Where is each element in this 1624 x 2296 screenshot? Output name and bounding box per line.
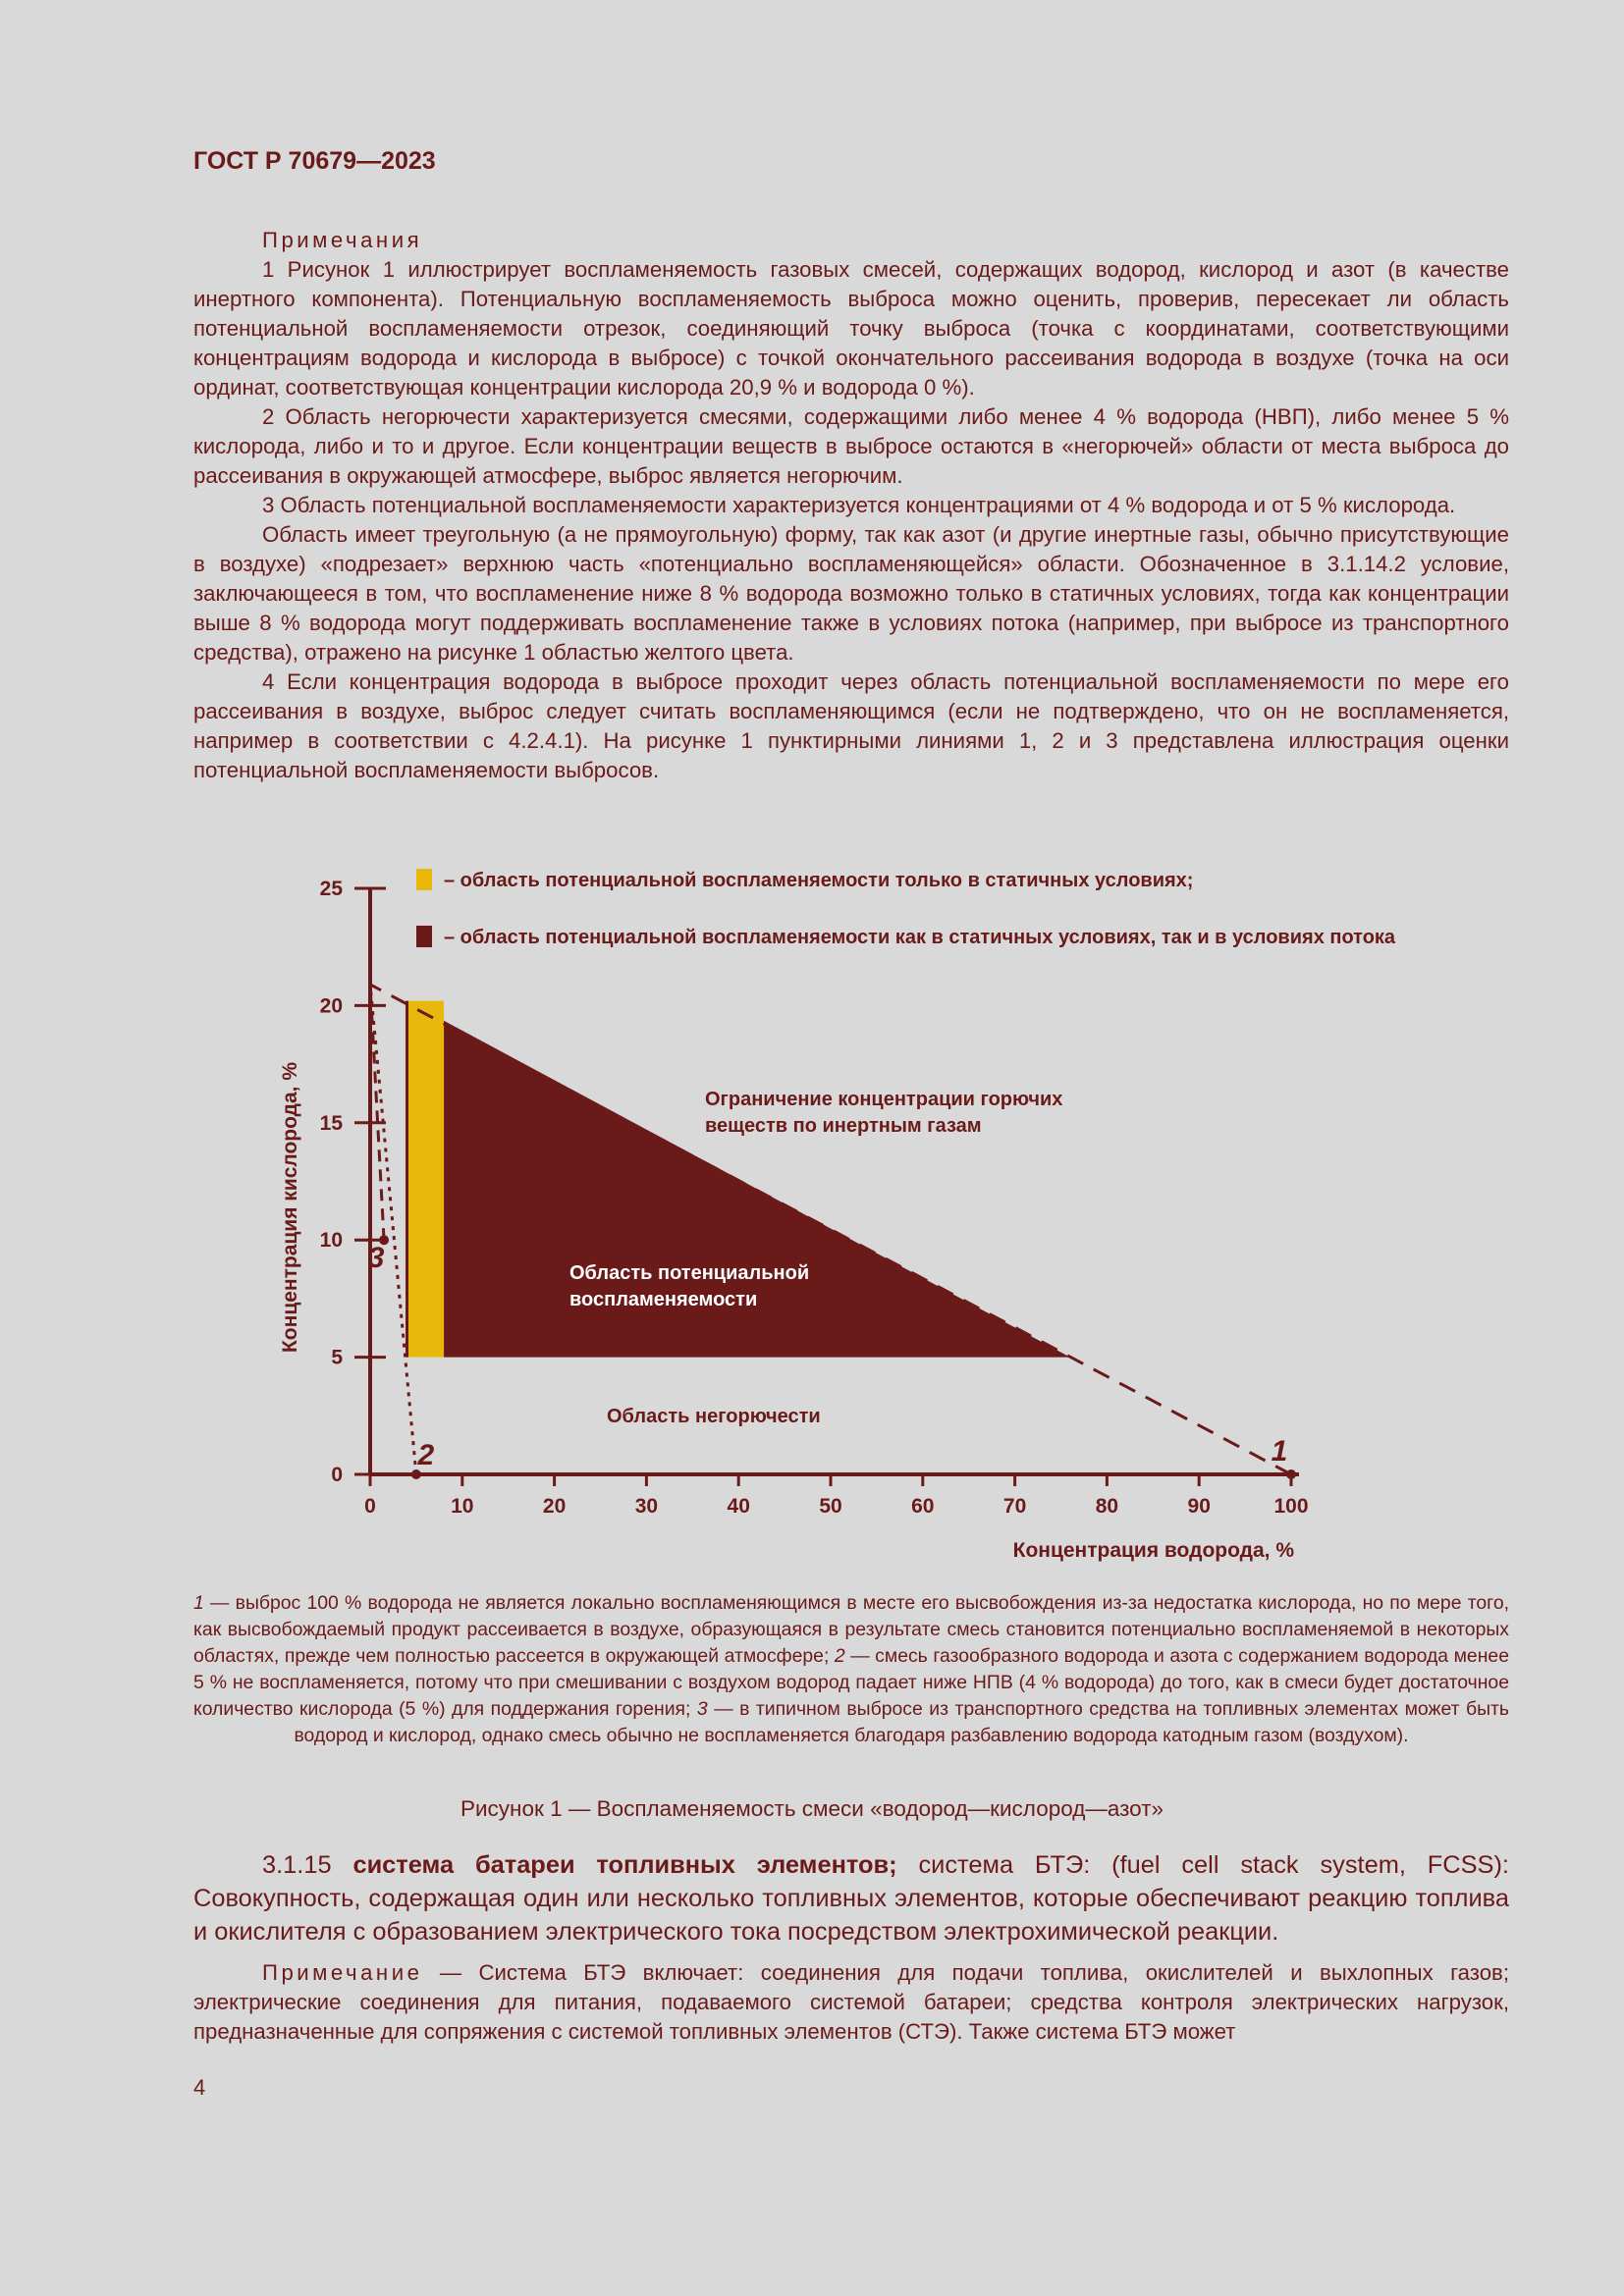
notes-title: Примечания: [262, 228, 423, 252]
figure-1: [0, 854, 1624, 1580]
x-tick-label-90: 90: [1187, 1495, 1211, 1518]
x-tick-label-70: 70: [1002, 1495, 1027, 1518]
notes-section: [193, 226, 1509, 785]
y-tick-label-20: 20: [319, 994, 343, 1018]
x-tick-label-50: 50: [819, 1495, 842, 1518]
flammability-chart: [0, 854, 1624, 1580]
x-tick-label-10: 10: [451, 1495, 474, 1518]
term-number: 3.1.15: [262, 1851, 353, 1879]
page-number: 4: [193, 2075, 206, 2100]
figure-note-1-number: 1: [193, 1592, 204, 1614]
annotation-flammable-line1: Область потенциальной: [569, 1262, 810, 1284]
annotation-inert-limit-line2: веществ по инертным газам: [705, 1115, 982, 1137]
figure-note-1-text: — выброс 100 % водорода не является локально воспламеняющимся в месте его высвобождения из-за недостатка кислорода, но по мере того, как высвобождаемый продукт рассеивается в воздухе, образующаяся в результате смесь становится потенциально воспламеняемой в некоторых областях, прежде чем полностью рассеется в окружающей атмосфере;: [193, 1592, 1509, 1667]
y-tick-label-15: 15: [319, 1111, 343, 1135]
x-tick-label-20: 20: [542, 1495, 567, 1518]
x-axis-label: Концентрация водорода, %: [1012, 1539, 1294, 1562]
term-note-text: — Система БТЭ включает: соединения для подачи топлива, окислителей и выхлопных газов; электрические соединения для питания, подаваемого системой батареи; средства контроля электрических нагрузок, предназначенные для сопряжения с системой топливных элементов (СТЭ). Также система БТЭ может: [193, 1960, 1509, 2044]
note-4: 4 Если концентрация водорода в выбросе проходит через область потенциальной воспламеняемости по мере его рассеивания в воздухе, выброс следует считать воспламеняющимся (если не подтверждено, что он не воспламеняется, например в соответствии с 4.2.4.1). На рисунке 1 пунктирными линиями 1, 2 и 3 представлена иллюстрация оценки потенциальной воспламеняемости выбросов.: [193, 669, 1509, 782]
x-tick-label-60: 60: [911, 1495, 935, 1518]
y-tick-label-5: 5: [331, 1346, 343, 1369]
note-3: 3 Область потенциальной воспламеняемости характеризуется концентрациями от 4 % водорода и от 5 % кислорода.: [262, 493, 1456, 517]
figure-note-2-text: — смесь газообразного водорода и азота с содержанием водорода менее 5 % не воспламеняется, потому что при смешивании с воздухом водород падает ниже НПВ (4 % водорода) до того, как в смеси будет достаточное количество кислорода (5 %) для поддержания горения;: [193, 1645, 1509, 1720]
note-2: 2 Область негорючести характеризуется смесями, содержащими либо менее 4 % водорода (НВП), либо менее 5 % кислорода, либо и то и другое. Если концентрации веществ в выбросе остаются в «негорючей» области от места выброса до рассеивания в окружающей атмосфере, выброс является негорючим.: [193, 404, 1509, 488]
document-header: ГОСТ Р 70679—2023: [193, 147, 436, 175]
legend-swatch-static-only: [416, 869, 432, 890]
x-tick-label-0: 0: [364, 1495, 376, 1518]
release-label-1: 1: [1271, 1435, 1288, 1468]
y-tick-label-0: 0: [331, 1464, 343, 1486]
annotation-inert-limit-line1: Ограничение концентрации горючих: [705, 1089, 1063, 1110]
x-tick-label-30: 30: [634, 1495, 659, 1518]
annotation-nonflammable: Область негорючести: [607, 1406, 821, 1427]
term-note: [193, 1958, 1509, 2047]
note-3-continued: Область имеет треугольную (а не прямоугольную) форму, так как азот (и другие инертные газы, обычно присутствующие в воздухе) «подрезает» верхнюю часть «потенциально воспламеняющейся» области. Обозначенное в 3.1.14.2 условие, заключающееся в том, что воспламенение ниже 8 % водорода возможно только в статичных условиях, тогда как концентрации выше 8 % водорода могут поддерживать воспламенение также в условиях потока (например, при выбросе из транспортного средства), отражено на рисунке 1 областью желтого цвета.: [193, 522, 1509, 665]
legend: [416, 869, 1396, 948]
figure-note-3-number: 3: [696, 1698, 708, 1720]
release-label-2: 2: [417, 1439, 435, 1471]
legend-swatch-static-and-flow: [416, 926, 432, 947]
x-tick-label-80: 80: [1095, 1495, 1119, 1518]
region-static-only: [407, 1001, 445, 1358]
figure-note-3-text: — в типичном выбросе из транспортного средства на топливных элементах может быть водород и кислород, однако смесь обычно не воспламеняется благодаря разбавлению водорода катодным газом (воздухом).: [294, 1698, 1509, 1746]
figure-title: Рисунок 1 — Воспламеняемость смеси «водород—кислород—азот»: [460, 1796, 1164, 1821]
annotation-flammable-line2: воспламеняемости: [569, 1289, 758, 1310]
x-tick-label-100: 100: [1273, 1495, 1309, 1518]
term-definition: [193, 1848, 1509, 1949]
figure-note-2-number: 2: [834, 1645, 845, 1667]
release-label-3: 3: [367, 1242, 385, 1275]
y-tick-label-10: 10: [319, 1229, 343, 1253]
legend-label-static-only: – область потенциальной воспламеняемости только в статичных условиях;: [444, 870, 1194, 891]
note-1: 1 Рисунок 1 иллюстрирует воспламеняемость газовых смесей, содержащих водород, кислород и азот (в качестве инертного компонента). Потенциальную воспламеняемость выброса можно оценить, проверив, пересекает ли область потенциальной воспламеняемости отрезок, соединяющий точку выброса (точка с координатами, соответствующими концентрациям водорода и кислорода в выбросе) с точкой окончательного рассеивания водорода в воздухе (точка на оси ординат, соответствующая концентрации кислорода 20,9 % и водорода 0 %).: [193, 257, 1509, 400]
term-name: система батареи топливных элементов;: [352, 1851, 897, 1879]
x-tick-label-40: 40: [727, 1495, 750, 1518]
y-axis-label: Концентрация кислорода, %: [279, 1061, 301, 1354]
figure-notes: [193, 1590, 1509, 1749]
legend-label-static-and-flow: – область потенциальной воспламеняемости как в статичных условиях, так и в условиях потока: [444, 927, 1396, 948]
term-text: система БТЭ: (fuel cell stack system, FCSS): Совокупность, содержащая один или несколько топливных элементов, которые обеспечивают реакцию топлива и окислителя с образованием электрического тока посредством электрохимической реакции.: [193, 1851, 1509, 1946]
term-note-label: Примечание: [262, 1960, 423, 1985]
y-tick-label-25: 25: [319, 878, 343, 900]
